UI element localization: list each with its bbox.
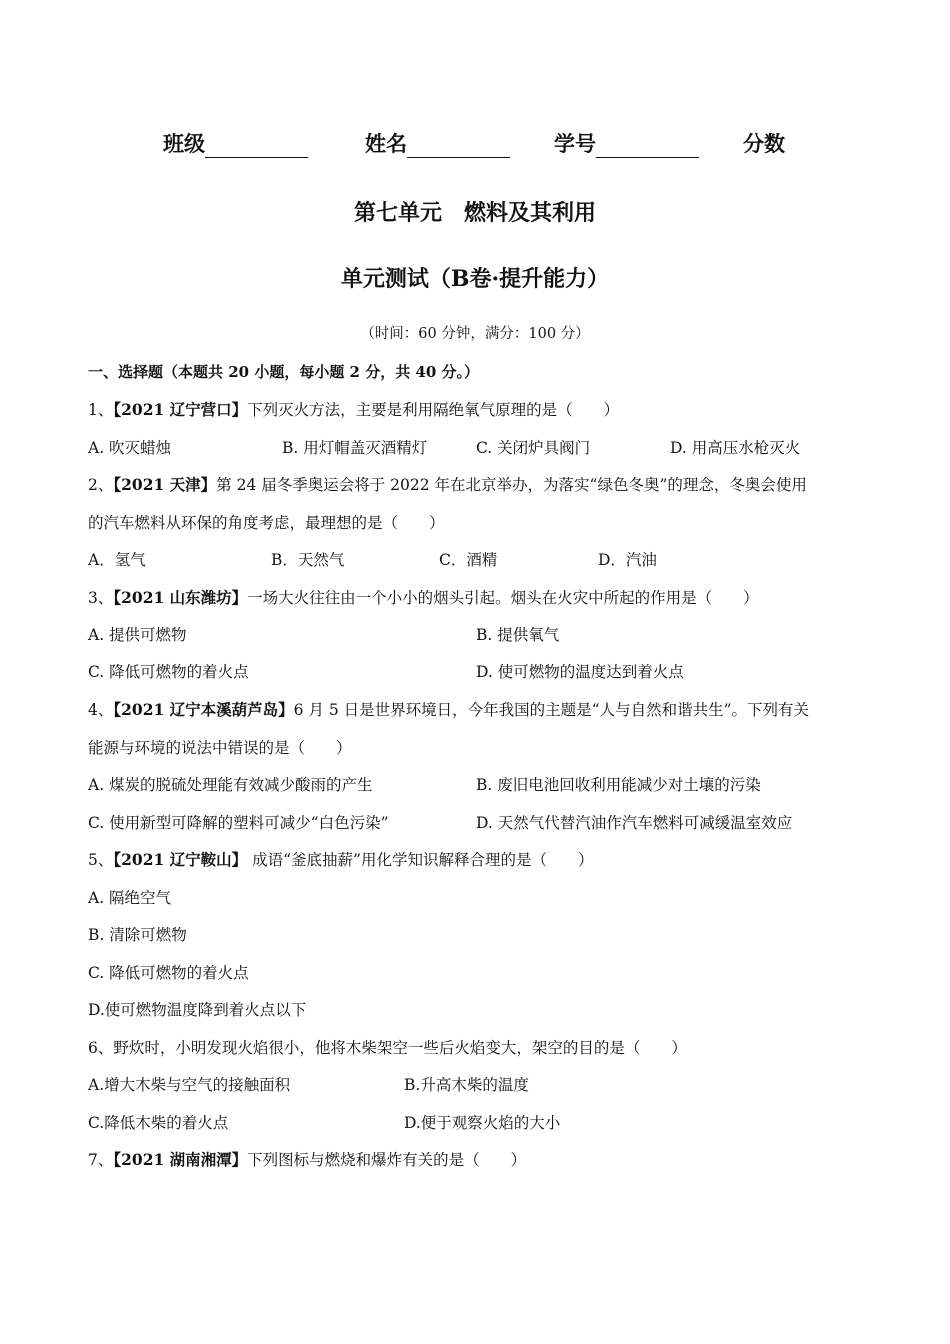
q3-option-b: B. 提供氧气 — [476, 626, 560, 644]
q1-option-d: D. 用高压水枪灭火 — [670, 439, 801, 457]
question-3: 3、【2021 山东潍坊】一场大火往往由一个小小的烟头引起。烟头在火灾中所起的作用是（ ） — [88, 588, 759, 607]
test-title: 单元测试（B卷·提升能力） — [340, 266, 610, 292]
name-field: 姓名 — [365, 128, 510, 158]
q2-option-b: B．天然气 — [271, 551, 345, 569]
q6-option-b: B.升高木柴的温度 — [404, 1076, 529, 1094]
q6-option-d: D.便于观察火焰的大小 — [404, 1114, 561, 1132]
class-field: 班级 — [163, 128, 308, 158]
unit-title: 第七单元 燃料及其利用 — [353, 200, 596, 226]
q4-option-d: D. 天然气代替汽油作汽车燃料可减缓温室效应 — [476, 814, 793, 832]
question-6: 6、野炊时，小明发现火焰很小，他将木柴架空一些后火焰变大，架空的目的是（ ） — [88, 1039, 687, 1057]
q5-option-c: C. 降低可燃物的着火点 — [88, 964, 249, 982]
q6-option-a: A.增大木柴与空气的接触面积 — [88, 1076, 291, 1094]
q1-option-b: B. 用灯帽盖灭酒精灯 — [282, 439, 428, 457]
question-7: 7、【2021 湖南湘潭】下列图标与燃烧和爆炸有关的是（ ） — [88, 1150, 527, 1169]
q5-option-b: B. 清除可燃物 — [88, 926, 187, 944]
q4-option-c: C. 使用新型可降解的塑料可减少“白色污染” — [88, 814, 389, 832]
q1-option-a: A. 吹灭蜡烛 — [88, 439, 172, 457]
question-5: 5、【2021 辽宁鞍山】 成语“釜底抽薪”用化学知识解释合理的是（ ） — [88, 850, 594, 869]
id-blank — [596, 135, 699, 158]
exam-meta: （时间：60 分钟，满分：100 分） — [360, 326, 590, 342]
score-label: 分数 — [743, 131, 785, 156]
q2-option-a: A．氢气 — [88, 551, 146, 569]
q3-option-c: C. 降低可燃物的着火点 — [88, 663, 249, 681]
class-blank — [205, 135, 308, 158]
q2-option-c: C．酒精 — [439, 551, 498, 569]
q2-option-d: D．汽油 — [598, 551, 657, 569]
section-title: 一、选择题（本题共 20 小题，每小题 2 分，共 40 分。） — [88, 363, 480, 381]
q3-option-d: D. 使可燃物的温度达到着火点 — [476, 663, 684, 681]
q4-option-a: A. 煤炭的脱硫处理能有效减少酸雨的产生 — [88, 776, 373, 794]
q1-option-c: C. 关闭炉具阀门 — [476, 439, 591, 457]
q3-option-a: A. 提供可燃物 — [88, 626, 187, 644]
id-field: 学号 — [554, 128, 699, 158]
q4-option-b: B. 废旧电池回收利用能减少对土壤的污染 — [476, 776, 761, 794]
question-2-cont: 的汽车燃料从环保的角度考虑，最理想的是（ ） — [88, 514, 445, 532]
question-4: 4、【2021 辽宁本溪葫芦岛】6 月 5 日是世界环境日，今年我国的主题是“人与自然和谐共生”。下列有关 — [88, 700, 810, 719]
question-1: 1、【2021 辽宁营口】下列灭火方法，主要是利用隔绝氧气原理的是（ ） — [88, 400, 620, 419]
q6-option-c: C.降低木柴的着火点 — [88, 1114, 229, 1132]
question-4-cont: 能源与环境的说法中错误的是（ ） — [88, 739, 352, 757]
question-2: 2、【2021 天津】第 24 届冬季奥运会将于 2022 年在北京举办，为落实“绿色冬奥”的理念，冬奥会使用 — [88, 475, 807, 494]
q5-option-a: A. 隔绝空气 — [88, 889, 172, 907]
name-blank — [407, 135, 510, 158]
q5-option-d: D.使可燃物温度降到着火点以下 — [88, 1001, 307, 1019]
